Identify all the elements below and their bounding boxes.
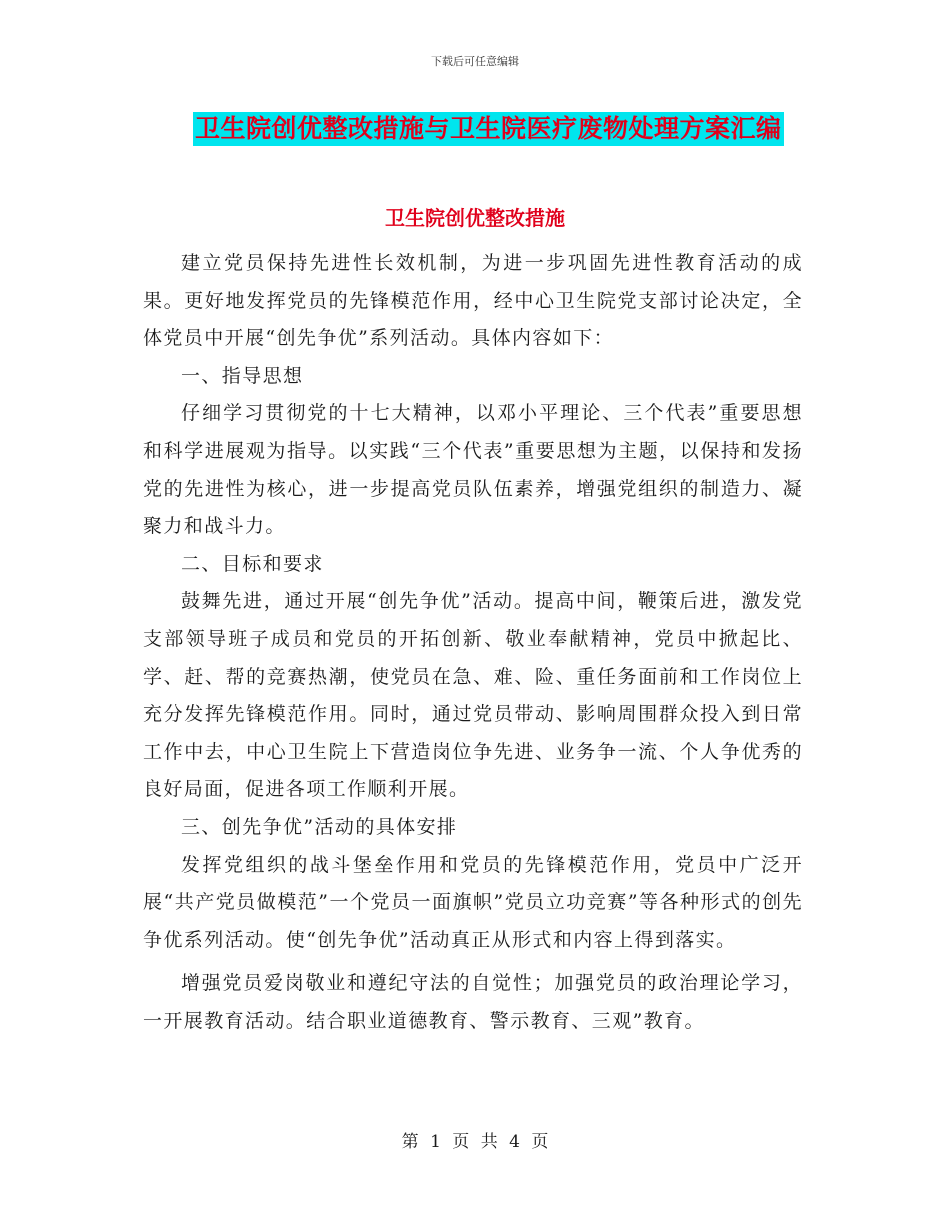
section-heading-guiding-ideology: 一、指导思想 (181, 364, 304, 387)
paragraph-intro: 建立党员保持先进性长效机制，为进一步巩固先进性教育活动的成果。更好地发挥党员的先锋模范作用，经中心卫生院党支部讨论决定，全体党员中开展“创先争优”系列活动。具体内容如下： (143, 252, 803, 350)
page-footer: 第 1 页 共 4 页 (401, 1132, 549, 1152)
document-body (143, 245, 803, 1040)
paragraph-arrangements: 发挥党组织的战斗堡垒作用和党员的先锋模范作用，党员中广泛开展“共产党员做模范”一个党员一面旗帜”党员立功竞赛”等各种形式的创先争优系列活动。使“创先争优”活动真正从形式和内容上得到落实。 (143, 853, 803, 951)
paragraph-guiding-ideology: 仔细学习贯彻党的十七大精神，以邓小平理论、三个代表”重要思想和科学进展观为指导。以实践“三个代表”重要思想为主题，以保持和发扬党的先进性为核心，进一步提高党员队伍素养，增强党组织的制造力、凝聚力和战斗力。 (143, 402, 803, 538)
sub-title: 卫生院创优整改措施 (385, 206, 565, 230)
section-heading-arrangements: 三、创先争优”活动的具体安排 (181, 815, 458, 838)
paragraph-discipline: 增强党员爱岗敬业和遵纪守法的自觉性；加强党员的政治理论学习，一开展教育活动。结合职业道德教育、警示教育、三观”教育。 (143, 972, 803, 1032)
header-note: 下载后可任意编辑 (431, 55, 519, 68)
main-title: 卫生院创优整改措施与卫生院医疗废物处理方案汇编 (193, 112, 784, 146)
paragraph-goals: 鼓舞先进，通过开展“创先争优”活动。提高中间，鞭策后进，激发党支部领导班子成员和党员的开拓创新、敬业奉献精神，党员中掀起比、学、赶、帮的竞赛热潮，使党员在急、难、险、重任务面前和工作岗位上充分发挥先锋模范作用。同时，通过党员带动、影响周围群众投入到日常工作中去，中心卫生院上下营造岗位争先进、业务争一流、个人争优秀的良好局面，促进各项工作顺利开展。 (143, 590, 803, 801)
section-heading-goals: 二、目标和要求 (181, 552, 324, 575)
main-title-container (193, 112, 784, 146)
